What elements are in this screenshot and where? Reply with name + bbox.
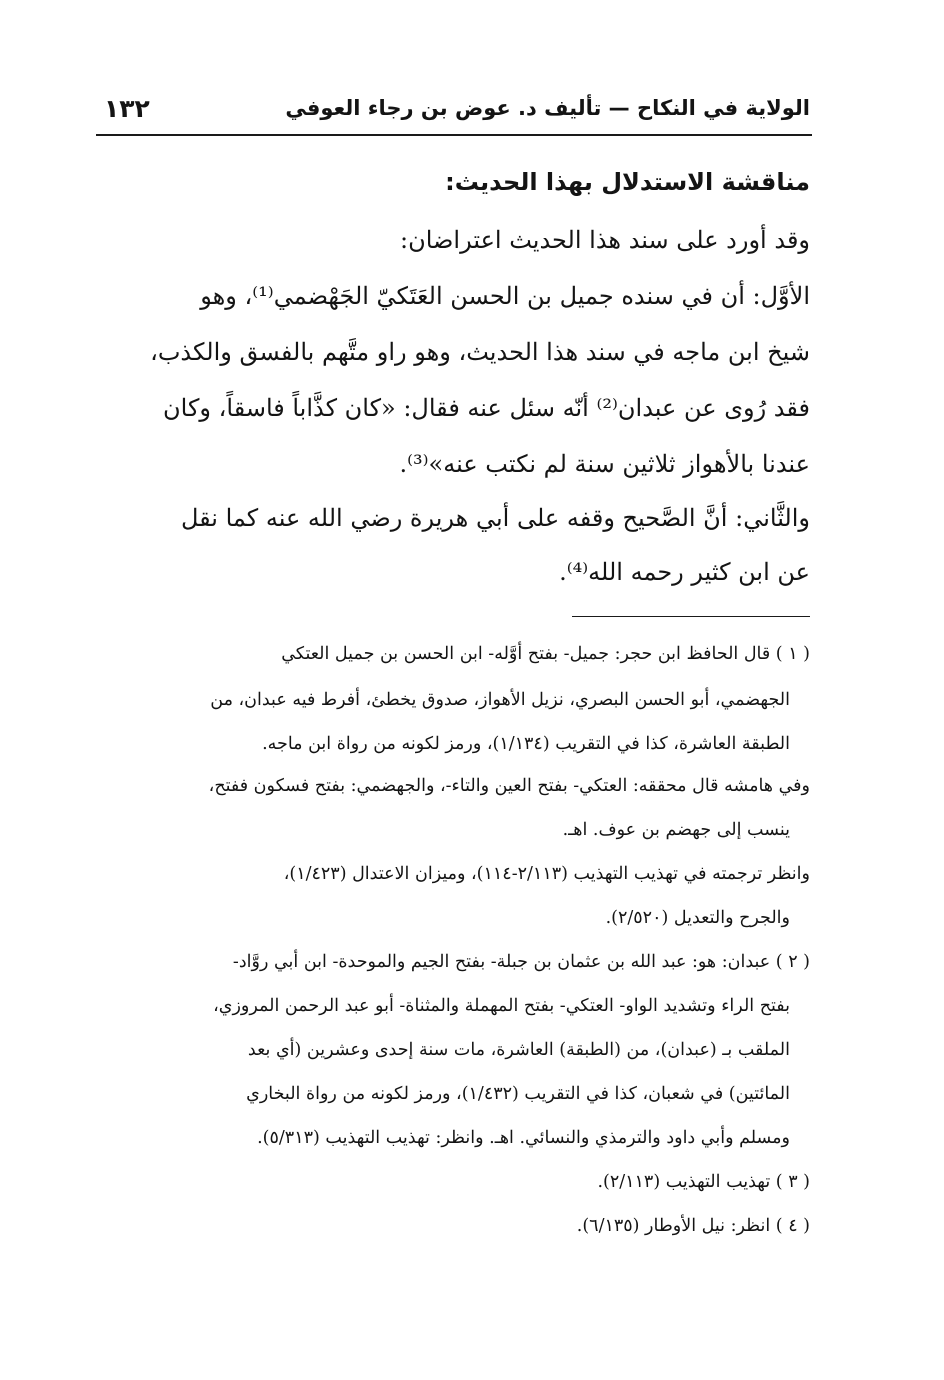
section-heading: مناقشة الاستدلال بهذا الحديث: — [445, 168, 810, 196]
header-title: الولاية في النكاح — تأليف د. عوض بن رجاء العوفي — [285, 96, 810, 120]
footnote-line: ( ٤ ) انظر: نيل الأوطار (٦/١٣٥). — [576, 1216, 810, 1236]
footnote-line: والجرح والتعديل (٢/٥٢٠). — [605, 908, 790, 928]
footnote-line: المائتين) في شعبان، كذا في التقريب (١/٤٣٢)، ورمز لكونه من رواة البخاري — [246, 1084, 790, 1104]
running-header — [98, 94, 810, 130]
body-line-5: عندنا بالأهواز ثلاثين سنة لم نكتب عنه»⁽³⁾. — [399, 450, 810, 478]
footnote-line: الجهضمي، أبو الحسن البصري، نزيل الأهواز، صدوق يخطئ، أفرط فيه عبدان، من — [210, 690, 790, 710]
body-line-6: والثَّاني: أنَّ الصَّحيح وقفه على أبي هريرة رضي الله عنه كما نقل — [180, 504, 810, 532]
footnote-line: الملقب بـ (عبدان)، من (الطبقة) العاشرة، مات سنة إحدى وعشرين (أي بعد — [247, 1040, 790, 1060]
footnote-line: بفتح الراء وتشديد الواو- العتكي- بفتح المهملة والمثناة- أبو عبد الرحمن المروزي، — [213, 996, 790, 1016]
footnote-line: وانظر ترجمته في تهذيب التهذيب (٢/١١٣-١١٤)، وميزان الاعتدال (١/٤٢٣)، — [283, 864, 810, 884]
footnote-separator — [572, 616, 810, 617]
header-rule — [96, 134, 812, 136]
body-line-3: شيخ ابن ماجه في سند هذا الحديث، وهو راو متَّهم بالفسق والكذب، — [150, 338, 810, 366]
footnote-line: ينسب إلى جهضم بن عوف. اهـ. — [562, 820, 790, 840]
footnote-line: ( ٣ ) تهذيب التهذيب (٢/١١٣). — [597, 1172, 810, 1192]
footnote-line: ( ٢ ) عبدان: هو: عبد الله بن عثمان بن جبلة- بفتح الجيم والموحدة- ابن أبي روَّاد- — [232, 952, 810, 972]
footnote-line: ومسلم وأبي داود والترمذي والنسائي. اهـ. وانظر: تهذيب التهذيب (٥/٣١٣). — [257, 1128, 790, 1148]
footnote-line: وفي هامشه قال محققه: العتكي- بفتح العين والتاء-، والجهضمي: بفتح فسكون ففتح، — [208, 776, 810, 796]
body-line-2: الأوَّل: أن في سنده جميل بن الحسن العَتَكيّ الجَهْضمي⁽¹⁾، وهو — [200, 282, 810, 310]
footnote-line: الطبقة العاشرة، كذا في التقريب (١/١٣٤)، ورمز لكونه من رواة ابن ماجه. — [262, 734, 790, 754]
body-line-1: وقد أورد على سند هذا الحديث اعتراضان: — [400, 226, 810, 254]
page-number: ١٣٢ — [104, 94, 150, 123]
body-line-4: فقد رُوى عن عبدان⁽²⁾ أنّه سئل عنه فقال: «كان كذَّاباً فاسقاً، وكان — [163, 394, 810, 422]
footnote-line: ( ١ ) قال الحافظ ابن حجر: جميل- بفتح أوَّله- ابن الحسن بن جميل العتكي — [281, 644, 810, 664]
body-line-7: عن ابن كثير رحمه الله⁽⁴⁾. — [559, 558, 810, 586]
